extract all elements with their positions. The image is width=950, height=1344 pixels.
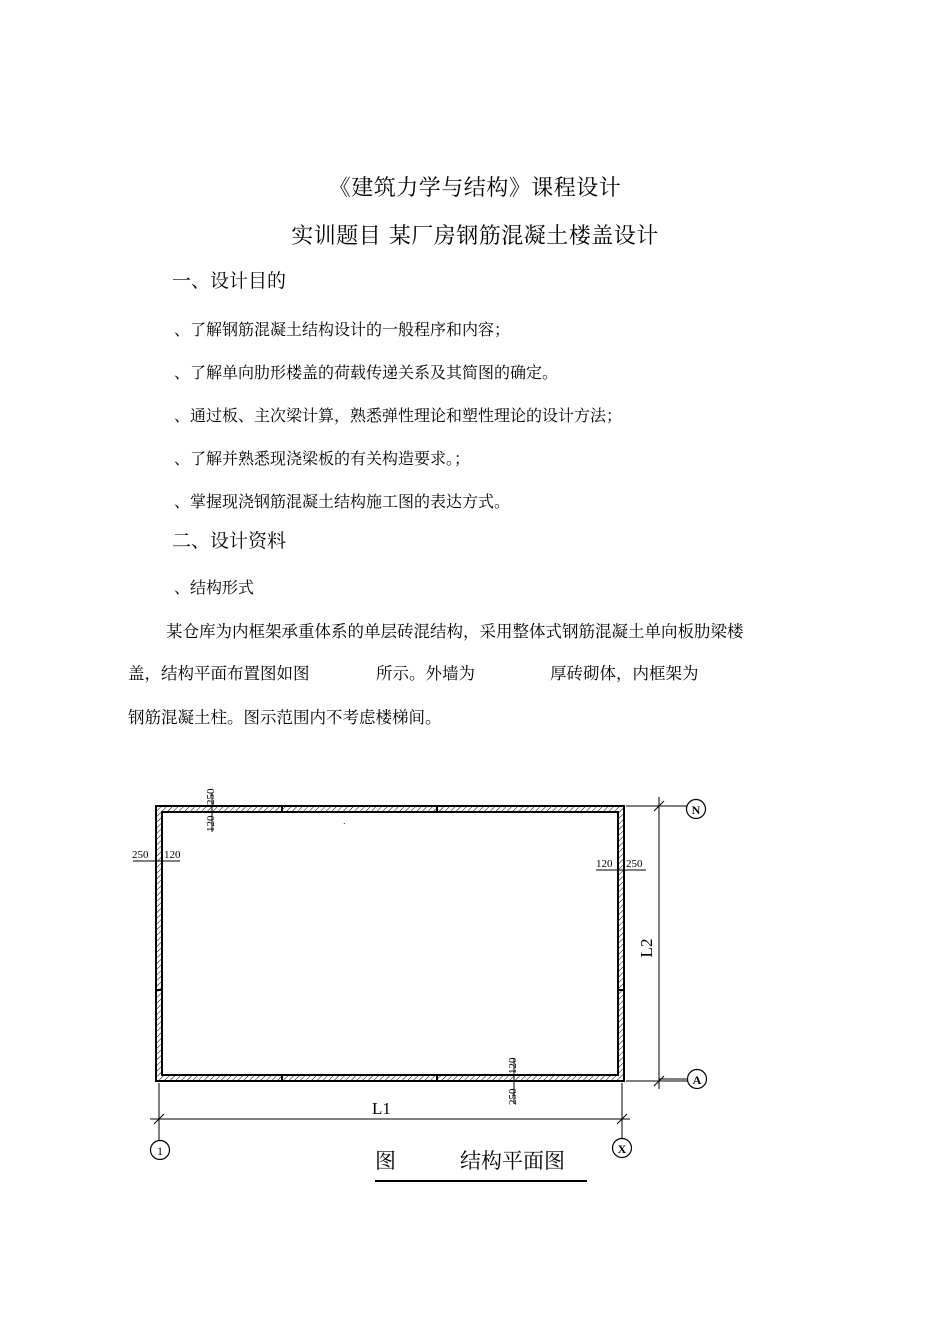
plan-dot: .: [343, 817, 346, 826]
paragraph-line: 厚砖砌体，内框架为: [550, 664, 699, 683]
dim-label-bottom-b: 250: [507, 1088, 519, 1105]
figure-caption-label: 图: [375, 1149, 396, 1173]
figure-caption: [375, 1145, 587, 1182]
dim-label-right-a: 120: [596, 858, 613, 870]
axis-label-1: 1: [157, 1144, 163, 1158]
paragraph-line: 钢筋混凝土柱。图示范围内不考虑楼梯间。: [128, 708, 442, 727]
document-subtitle: 实训题目 某厂房钢筋混凝土楼盖设计: [291, 224, 659, 249]
axis-label-a: A: [692, 1073, 702, 1087]
paragraph-line: 盖，结构平面布置图如图: [128, 664, 310, 683]
section-heading-data: 二、设计资料: [172, 530, 287, 552]
axis-bubble-x: [613, 1119, 632, 1158]
list-item: 、了解单向肋形楼盖的荷载传递关系及其简图的确定。: [174, 363, 559, 382]
axis-bubble-a: [659, 1070, 707, 1089]
dim-label-bottom-a: 120: [507, 1057, 519, 1074]
exterior-wall: [156, 806, 624, 1081]
paragraph-line: 某仓库为内框架承重体系的单层砖混结构，采用整体式钢筋混凝土单向板肋梁楼: [166, 622, 744, 641]
list-item: 、了解钢筋混凝土结构设计的一般程序和内容；: [174, 320, 511, 339]
list-item: 、通过板、主次梁计算，熟悉弹性理论和塑性理论的设计方法；: [174, 406, 623, 425]
axis-bubble-n: [659, 800, 706, 819]
section-heading-purpose: 一、设计目的: [172, 270, 287, 292]
dim-label-top-b: 120: [205, 815, 217, 832]
dimension-lines: [133, 793, 690, 1138]
dim-label-top-a: 250: [205, 788, 217, 805]
dim-label-left-a: 250: [132, 849, 149, 861]
document-title: 《建筑力学与结构》课程设计: [328, 176, 622, 201]
span-label-l2: L2: [637, 938, 656, 958]
paragraph-line: 所示。外墙为: [376, 664, 475, 683]
list-item: 、掌握现浇钢筋混凝土结构施工图的表达方式。: [174, 492, 511, 511]
axis-label-x: X: [617, 1142, 627, 1156]
dim-label-right-b: 250: [626, 858, 643, 870]
axis-label-n: N: [691, 803, 701, 817]
axis-bubble-1: [151, 1119, 170, 1160]
list-item: 、了解并熟悉现浇梁板的有关构造要求。；: [174, 449, 471, 468]
span-label-l1: L1: [372, 1099, 391, 1118]
subsection-heading: 、结构形式: [174, 578, 255, 597]
dim-label-left-b: 120: [164, 849, 181, 861]
figure-caption-title: 结构平面图: [460, 1149, 565, 1173]
column-markers: [155, 805, 625, 1082]
